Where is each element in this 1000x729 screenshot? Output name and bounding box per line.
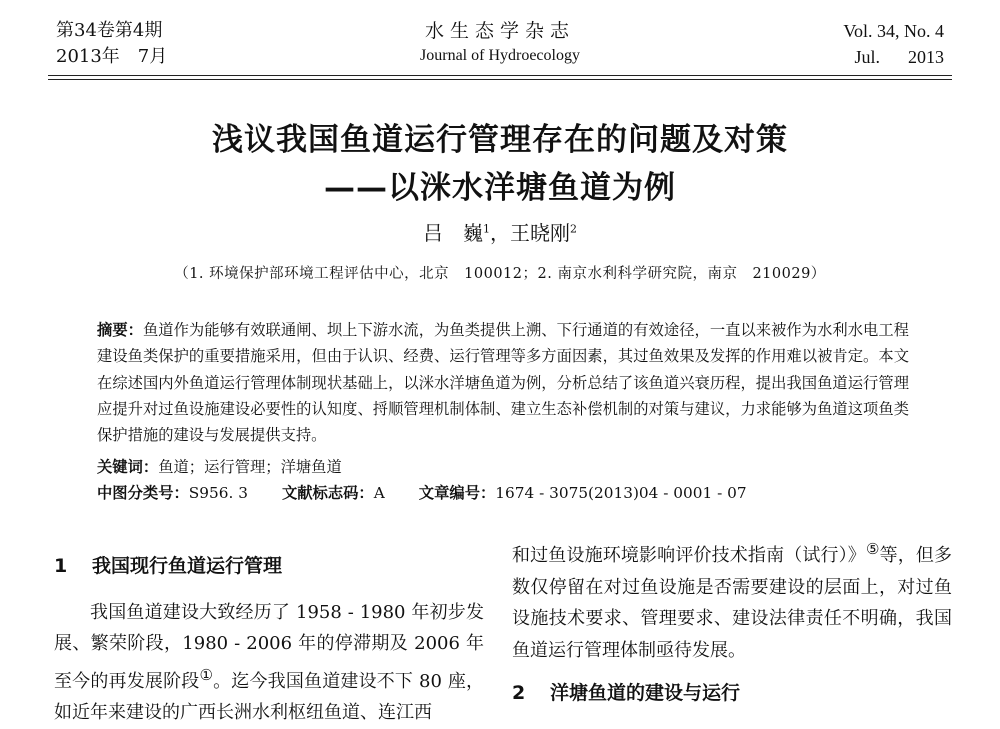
doc-code [282, 481, 385, 503]
year-en: 2013 [908, 47, 944, 67]
clc-value: S956. 3 [188, 484, 248, 502]
journal-name-en: Journal of Hydroecology [420, 47, 580, 64]
section-1-heading [54, 551, 484, 583]
right-paragraph-start: 和过鱼设施环境影响评价技术指南（试行）》 [512, 545, 866, 566]
author-1: 吕 巍 [423, 221, 483, 245]
right-paragraph-rest: 等，但多数仅停留在对过鱼设施是否需要建设的层面上，对过鱼设施技术要求、管理要求、建设法律责任不明确，我国鱼道运行管理体制亟待发展。 [512, 545, 953, 661]
classification-line [97, 481, 781, 503]
abstract-label: 摘要： [97, 321, 143, 339]
abstract [97, 317, 909, 448]
article-subtitle: ——以洣水洋塘鱼道为例 [324, 170, 676, 206]
journal-header [0, 0, 1000, 80]
footnote-ref-1: ① [199, 665, 214, 684]
author-separator: ， [490, 221, 510, 245]
author-2: 王晓刚 [510, 221, 570, 245]
author-2-affil-mark: 2 [570, 222, 577, 236]
author-1-affil-mark: 1 [483, 222, 490, 236]
date-cn: 2013年 7月 [56, 46, 168, 67]
month-en: Jul. [854, 47, 880, 67]
author-line [0, 217, 1000, 246]
paragraph-text: 我国鱼道建设大致经历了 1958 - 1980 年初步发展、繁荣阶段，1980 - 2006 年的停滞期及 2006 年至今的再发展阶段 [54, 601, 484, 692]
section-2-number: 2 [512, 682, 526, 704]
keywords [97, 455, 342, 477]
section-2-title: 洋塘鱼道的建设与运行 [550, 682, 741, 704]
affiliations: （1. 环境保护部环境工程评估中心，北京 100012；2. 南京水利科学研究院，南京 210029） [174, 266, 826, 282]
right-column [512, 534, 952, 710]
section-1-number: 1 [54, 555, 68, 577]
right-paragraph [512, 534, 952, 666]
header-rule-thin [48, 79, 952, 80]
article-number-value: 1674 - 3075(2013)04 - 0001 - 07 [495, 484, 747, 502]
paragraph-text-cont: 。迄今我国鱼道建设不下 80 座，如近年来建设的广西长洲水利枢纽鱼道、连江西 [54, 670, 485, 723]
clc-label: 中图分类号： [97, 484, 189, 502]
article-number [419, 481, 747, 503]
article-number-label: 文章编号： [418, 484, 496, 502]
section-2-heading [512, 678, 952, 710]
doc-code-label: 文献标志码： [281, 484, 374, 502]
footnote-ref-5: ⑤ [865, 540, 880, 558]
section-1-paragraph [54, 597, 484, 729]
section-1-title: 我国现行鱼道运行管理 [92, 555, 283, 577]
journal-name-cn: 水生态学杂志 [424, 20, 575, 42]
volume-issue-cn: 第34卷第4期 [56, 20, 163, 41]
keywords-text: 鱼道；运行管理；洋塘鱼道 [158, 458, 342, 476]
article-title: 浅议我国鱼道运行管理存在的问题及对策 [212, 122, 788, 158]
doc-code-value: A [373, 484, 385, 502]
header-rule-thick [48, 75, 952, 76]
keywords-label: 关键词： [97, 458, 159, 476]
issue-info-en [843, 18, 944, 70]
clc-number [97, 481, 248, 503]
volume-issue-en: Vol. 34, No. 4 [843, 21, 944, 41]
abstract-text: 鱼道作为能够有效联通闸、坝上下游水流，为鱼类提供上溯、下行通道的有效途径，一直以来被作为水利水电工程建设鱼类保护的重要措施采用，但由于认识、经费、运行管理等多方面因素，其过鱼效果及发挥的作用难以被肯定。本文在综述国内外鱼道运行管理体制现状基础上，以洣水洋塘鱼道为例，分析总结了该鱼道兴衰历程，提出我国鱼道运行管理应提升对过鱼设施建设必要性的认知度、捋顺管理机制体制、建立生态补偿机制的对策与建议，力求能够为鱼道这项鱼类保护措施的建设与发展提供支持。 [97, 321, 909, 445]
left-column [54, 551, 484, 729]
